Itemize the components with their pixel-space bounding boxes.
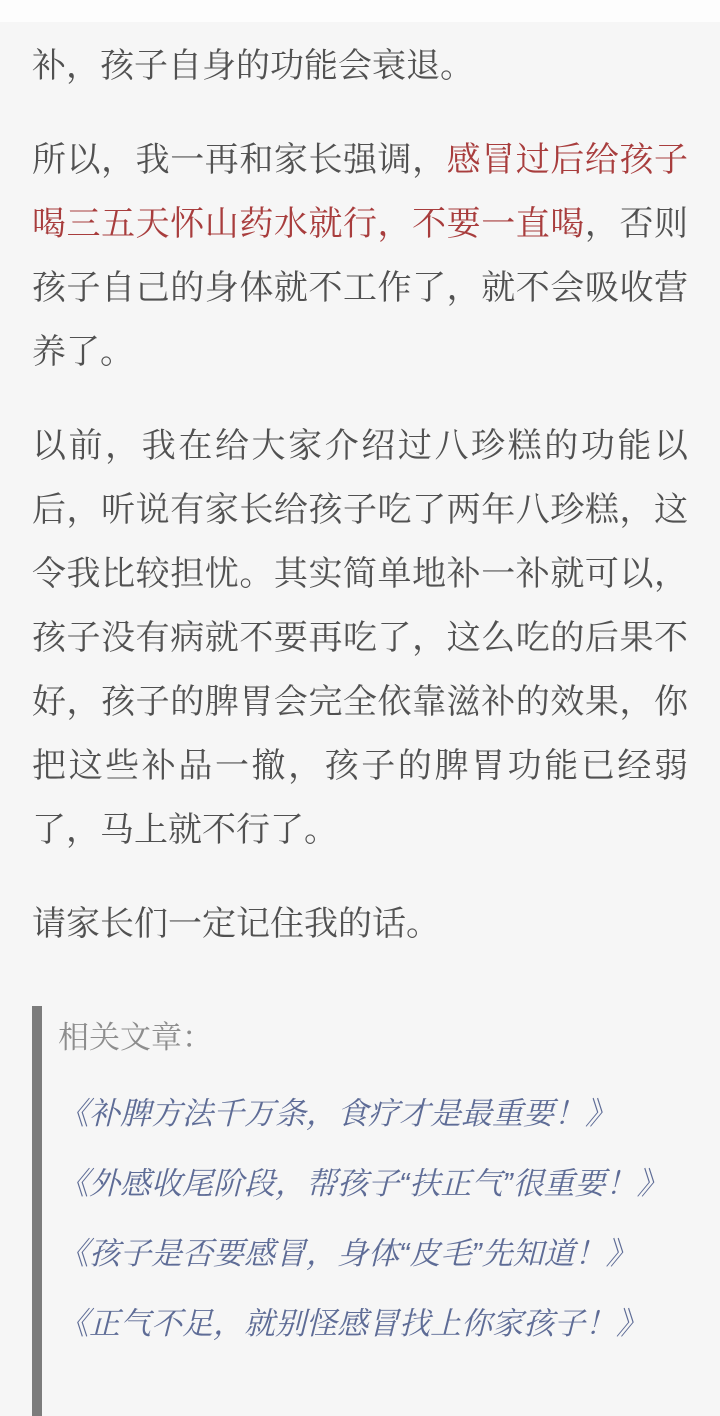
paragraph — [32, 128, 688, 384]
page-top-strip — [0, 0, 720, 22]
paragraph — [32, 414, 688, 862]
paragraph — [32, 892, 688, 956]
body-text: 以前，我在给大家介绍过八珍糕的功能以后，听说有家长给孩子吃了两年八珍糕，这令我比较担忧。其实简单地补一补就可以，孩子没有病就不要再吃了，这么吃的后果不好，孩子的脾胃会完全依靠滋补的效果，你把这些补品一撤，孩子的脾胃功能已经弱了，马上就不行了。 — [32, 427, 688, 849]
body-text: 补，孩子自身的功能会衰退。 — [32, 47, 474, 85]
highlighted-text: 感冒过后给孩子喝三五天怀山药水就行，不要一直喝 — [32, 141, 689, 243]
related-article-link[interactable]: 《外感收尾阶段，帮孩子“扶正气”很重要！》 — [58, 1166, 668, 1201]
related-article-link[interactable]: 《孩子是否要感冒，身体“皮毛”先知道！》 — [58, 1236, 637, 1271]
article-body — [0, 22, 720, 1416]
related-article-link[interactable]: 《正气不足，就别怪感冒找上你家孩子！》 — [58, 1306, 647, 1341]
related-articles-label: 相关文章： — [58, 1020, 213, 1055]
body-text: 请家长们一定记住我的话。 — [32, 905, 440, 943]
related-article-link[interactable]: 《补脾方法千万条，食疗才是最重要！》 — [58, 1096, 616, 1131]
related-articles-box — [32, 1006, 688, 1416]
related-articles-list — [58, 1082, 688, 1356]
paragraph — [32, 34, 688, 98]
paragraphs — [32, 34, 688, 956]
body-text: ，否则孩子自己的身体就不工作了，就不会吸收营养了。 — [32, 205, 689, 371]
body-text: 所以，我一再和家长强调， — [32, 141, 447, 179]
